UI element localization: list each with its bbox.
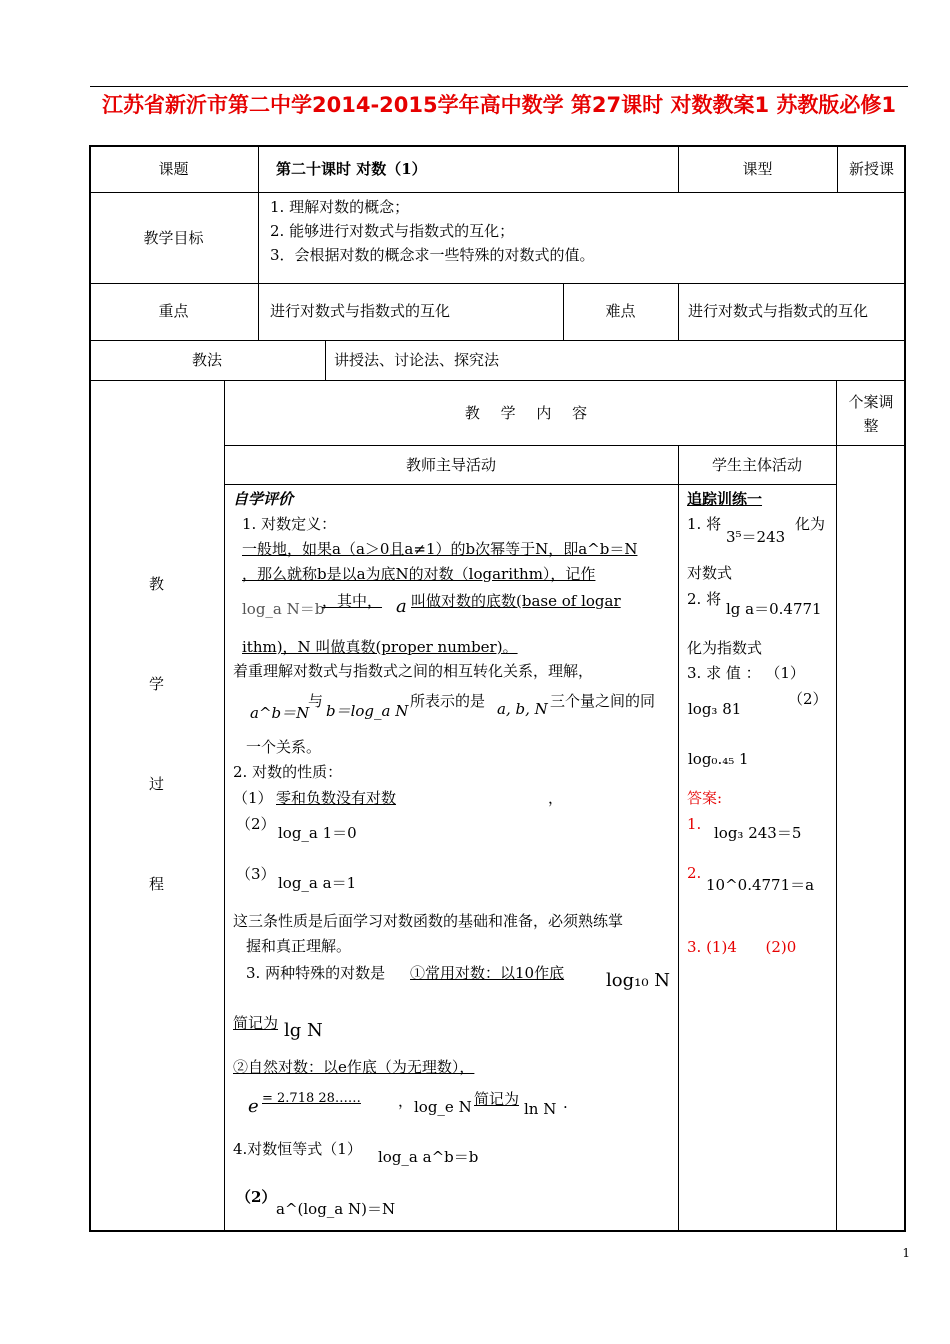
self-study-heading: 自学评价 bbox=[233, 490, 294, 508]
practice-heading: 追踪训练一 bbox=[687, 490, 763, 508]
question-text: （2） bbox=[788, 690, 828, 708]
property-formula: log_a a＝1 bbox=[278, 874, 357, 892]
adjust-header: 个案调整 bbox=[848, 393, 894, 435]
method-value: 讲授法、讨论法、探究法 bbox=[334, 351, 500, 369]
answer-label: 答案: bbox=[687, 789, 723, 807]
punctuation: . bbox=[563, 1094, 568, 1112]
type-label: 课型 bbox=[742, 160, 773, 178]
log-formula: b＝log_a N bbox=[326, 702, 409, 720]
question-formula: lg a＝0.4771 bbox=[726, 600, 822, 618]
col-divider bbox=[836, 380, 837, 1232]
property-number: （2） bbox=[236, 815, 276, 833]
special-log-title: 3. 两种特殊的对数是 bbox=[246, 964, 386, 982]
ln-formula: ln N bbox=[524, 1100, 557, 1118]
answer-number: 1. bbox=[687, 815, 702, 833]
row-divider bbox=[89, 380, 906, 381]
col-divider bbox=[224, 380, 225, 1232]
property-number: （3） bbox=[236, 865, 276, 883]
row-divider bbox=[89, 192, 906, 193]
property-note: 握和真正理解。 bbox=[246, 937, 352, 955]
definition-line: ，那么就称b是以a为底N的对数（logarithm），记作 bbox=[242, 565, 596, 583]
key-value: 进行对数式与指数式的互化 bbox=[270, 302, 451, 320]
answer-number: 2. bbox=[687, 864, 702, 882]
key-label: 重点 bbox=[158, 302, 189, 320]
goals-label: 教学目标 bbox=[143, 229, 204, 247]
definition-line: 叫做对数的底数(base of logar bbox=[411, 592, 621, 610]
process-label-char: 学 bbox=[148, 675, 164, 693]
question-formula: log₃ 81 bbox=[688, 700, 742, 718]
method-label: 教法 bbox=[191, 351, 222, 369]
relation-text: 与 bbox=[308, 692, 324, 710]
short-label: 简记为 bbox=[233, 1014, 279, 1032]
row-divider bbox=[89, 340, 906, 341]
type-value: 新授课 bbox=[848, 160, 894, 178]
question-text: 2. 将 bbox=[687, 590, 722, 608]
question-formula: 3⁵＝243 bbox=[726, 528, 786, 546]
question-formula: log₀.₄₅ 1 bbox=[688, 750, 749, 768]
base-symbol: a bbox=[396, 596, 407, 617]
log-definition-formula: log_a N＝b bbox=[242, 600, 325, 618]
goal-item: 3．会根据对数的概念求一些特殊的对数式的值。 bbox=[270, 246, 595, 264]
goal-item: 2. 能够进行对数式与指数式的互化； bbox=[270, 222, 515, 240]
property-formula: log_a 1＝0 bbox=[278, 824, 357, 842]
row-divider bbox=[224, 484, 836, 485]
identity-title: 4.对数恒等式（1） bbox=[233, 1140, 362, 1158]
student-header: 学生主体活动 bbox=[711, 456, 802, 474]
goal-item: 1. 理解对数的概念； bbox=[270, 198, 410, 216]
identity-formula: log_a a^b＝b bbox=[378, 1148, 479, 1166]
row-divider bbox=[89, 283, 906, 284]
natural-log-formula: log_e N bbox=[414, 1098, 472, 1116]
common-log-text: ①常用对数：以10作底 bbox=[410, 964, 565, 982]
property-title: 2. 对数的性质： bbox=[233, 763, 343, 781]
property-text: ， bbox=[548, 789, 564, 807]
definition-line: ，其中， bbox=[322, 592, 383, 610]
question-text: 3. 求 值 ： （1） bbox=[687, 664, 805, 682]
question-text: 化为 bbox=[795, 515, 826, 533]
lg-formula: lg N bbox=[284, 1020, 323, 1041]
question-text: 对数式 bbox=[687, 564, 733, 582]
relation-text: 所表示的是 bbox=[410, 692, 486, 710]
topic-value: 第二十课时 对数（1） bbox=[276, 160, 427, 178]
relation-text: 一个关系。 bbox=[246, 738, 322, 756]
property-note: 这三条性质是后面学习对数函数的基础和准备，必须熟练掌 bbox=[233, 912, 624, 930]
header-rule bbox=[90, 86, 908, 87]
property-text: 零和负数没有对数 bbox=[276, 789, 397, 807]
process-label-char: 过 bbox=[148, 775, 164, 793]
short-label: 简记为 bbox=[474, 1090, 520, 1108]
col-divider bbox=[258, 145, 259, 340]
question-text: 1. 将 bbox=[687, 515, 722, 533]
process-label-char: 教 bbox=[148, 575, 164, 593]
document-title: 江苏省新沂市第二中学2014-2015学年高中数学 第27课时 对数教案1 苏教版必修1 bbox=[102, 93, 896, 117]
common-log-formula: log₁₀ N bbox=[606, 970, 671, 991]
punctuation: ， bbox=[398, 1092, 414, 1110]
process-label-char: 程 bbox=[148, 875, 164, 893]
exponent-formula: a^b＝N bbox=[250, 704, 310, 722]
relation-text: 着重理解对数式与指数式之间的相互转化关系，理解， bbox=[233, 662, 594, 680]
e-value: = 2.718 28…… bbox=[262, 1091, 361, 1106]
natural-log-text: ②自然对数：以e作底（为无理数）， bbox=[233, 1058, 475, 1076]
question-text: 化为指数式 bbox=[687, 639, 763, 657]
e-symbol: e bbox=[248, 1096, 259, 1117]
identity-number: （2） bbox=[236, 1188, 277, 1206]
relation-text: 三个量之间的同 bbox=[550, 692, 656, 710]
definition-title: 1. 对数定义： bbox=[242, 515, 337, 533]
answer-formula: 10^0.4771＝a bbox=[706, 876, 815, 894]
property-number: （1） bbox=[233, 789, 273, 807]
identity-formula: a^(log_a N)＝N bbox=[276, 1200, 396, 1218]
difficulty-value: 进行对数式与指数式的互化 bbox=[688, 302, 869, 320]
col-divider bbox=[325, 340, 326, 380]
col-divider bbox=[678, 283, 679, 340]
teacher-header: 教师主导活动 bbox=[405, 456, 496, 474]
definition-line: 一般地，如果a（a＞0且a≠1）的b次幂等于N，即a^b＝N bbox=[242, 540, 638, 558]
difficulty-label: 难点 bbox=[605, 302, 636, 320]
content-header: 教 学 内 容 bbox=[464, 404, 596, 422]
definition-line: ithm)，N 叫做真数(proper number)。 bbox=[242, 638, 518, 656]
answer-formula: log₃ 243＝5 bbox=[714, 824, 802, 842]
topic-label: 课题 bbox=[158, 160, 189, 178]
page-number: 1 bbox=[902, 1246, 910, 1260]
col-divider bbox=[678, 445, 679, 1232]
answer-text: 3. (1)4 (2)0 bbox=[687, 938, 797, 956]
quantities-formula: a, b, N bbox=[497, 700, 548, 718]
row-divider bbox=[224, 445, 906, 446]
